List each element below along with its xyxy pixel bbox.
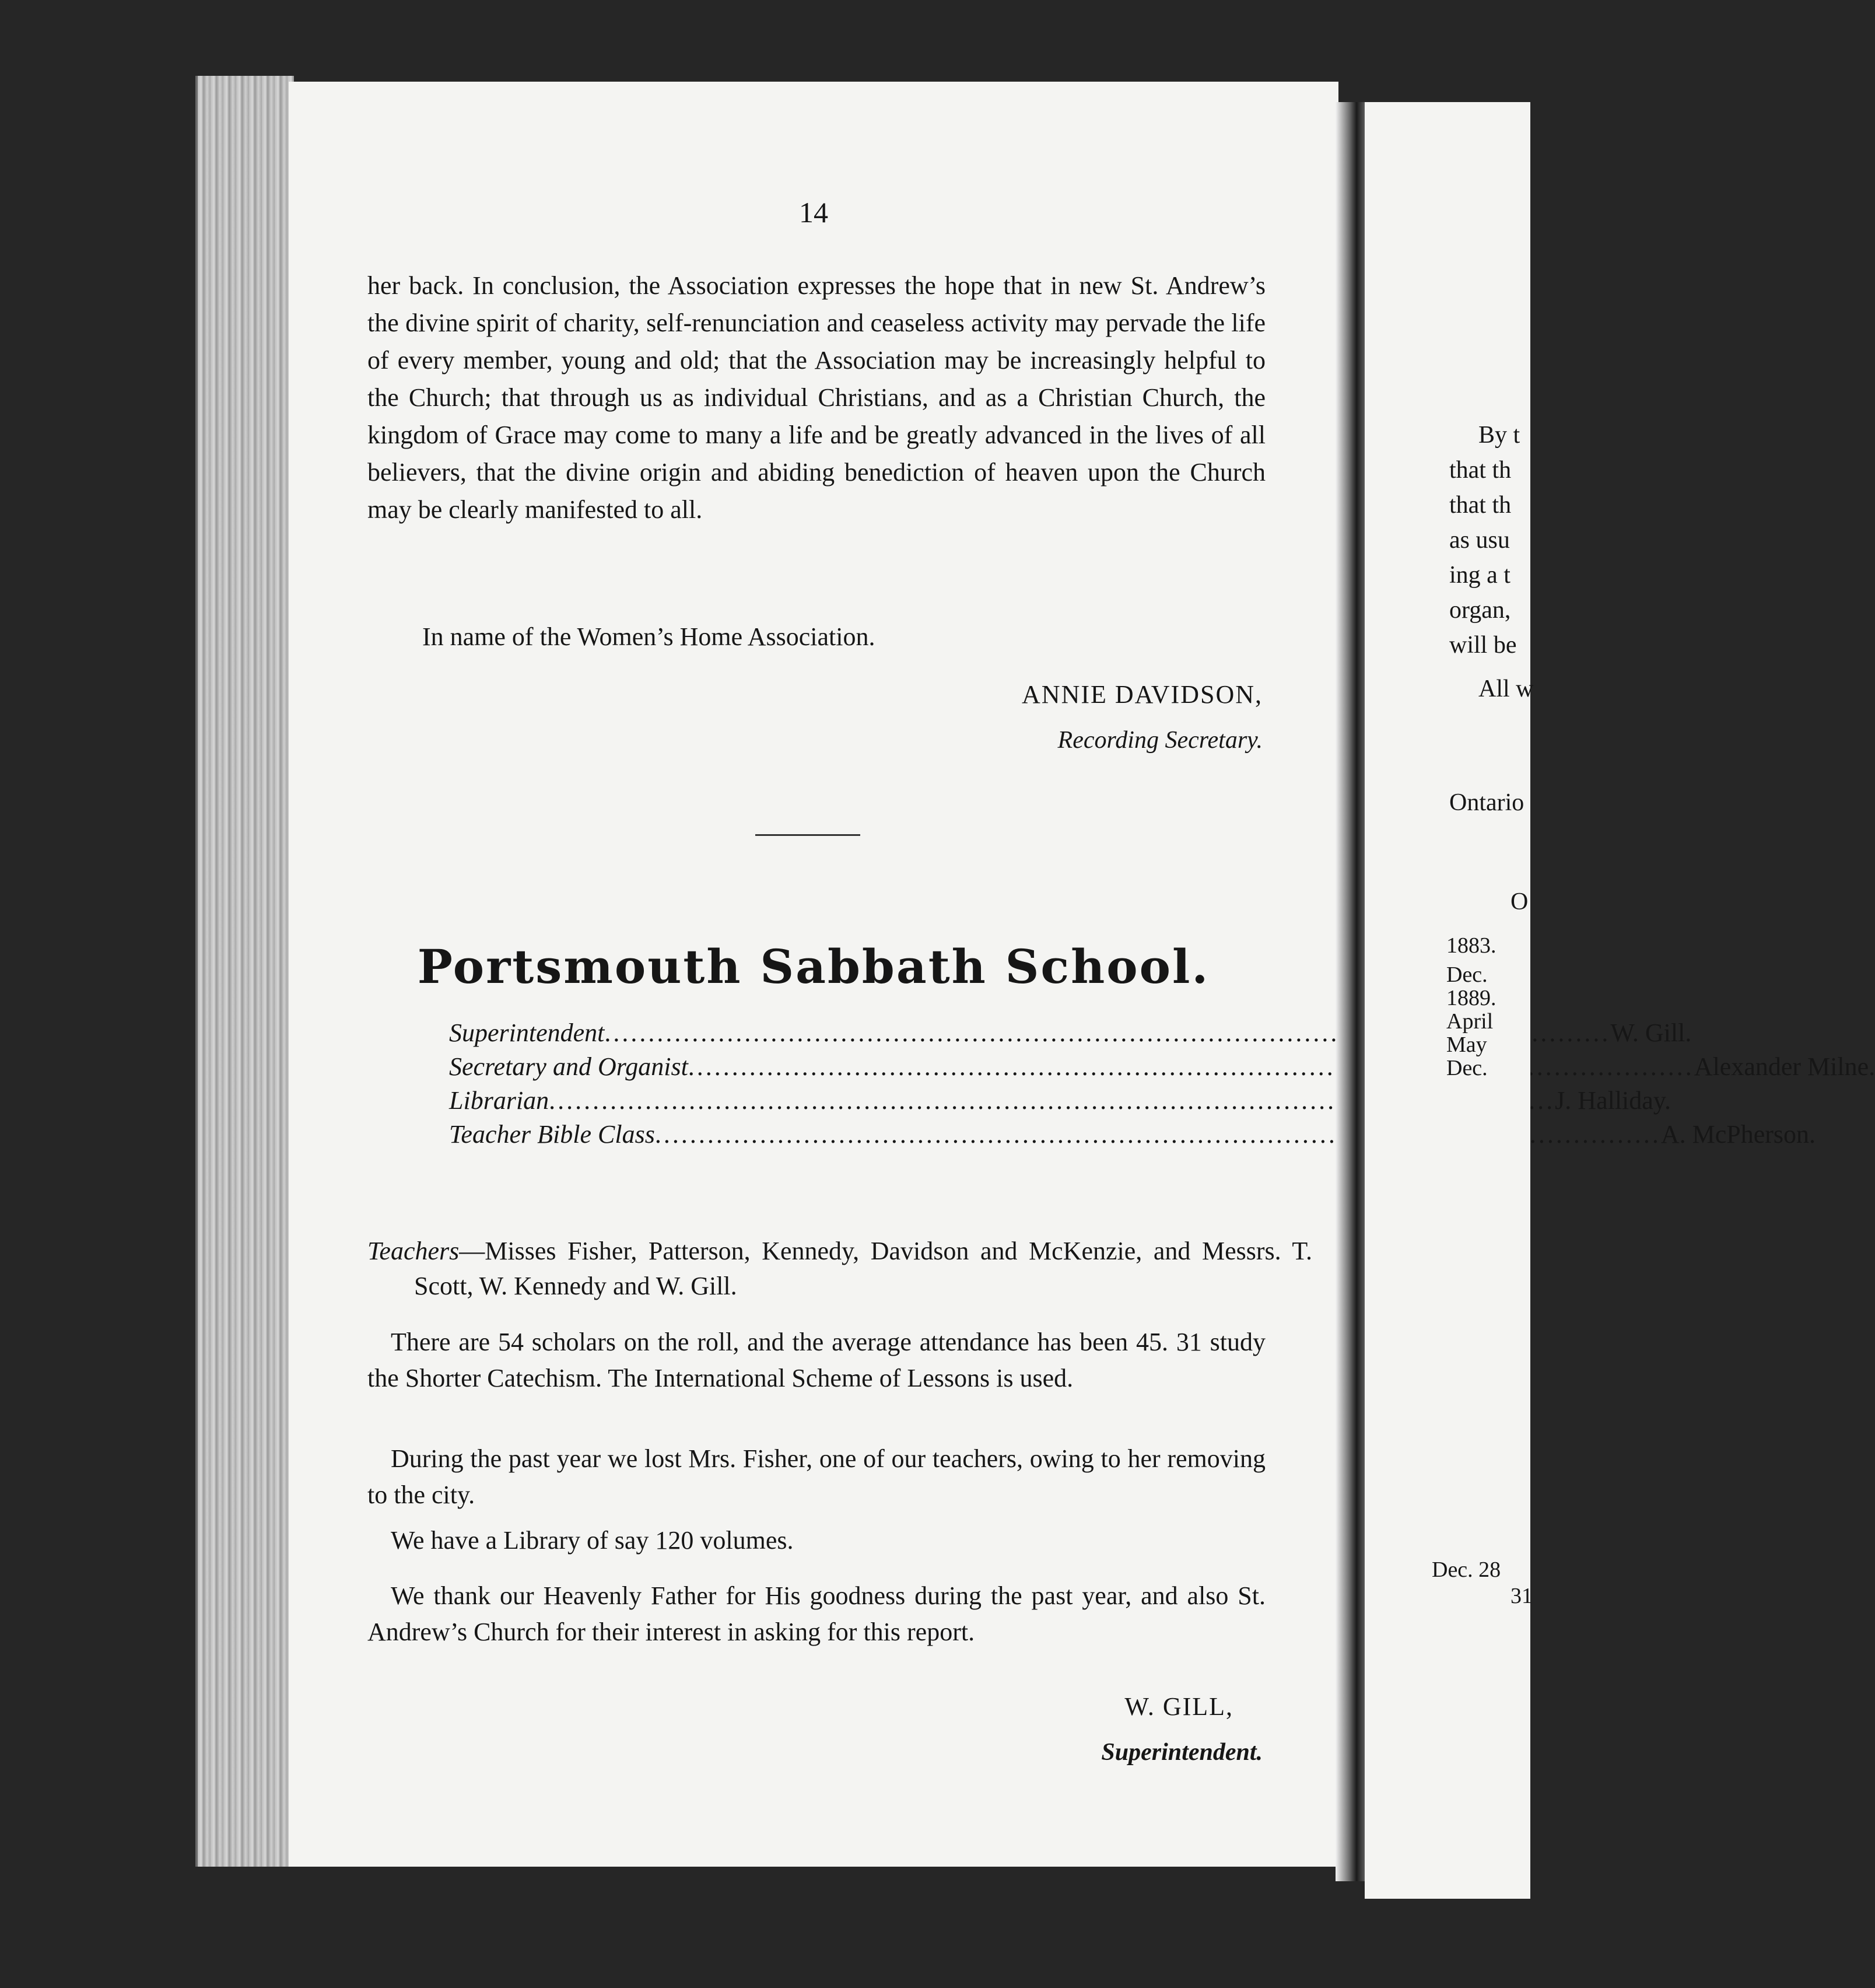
section-heading: Portsmouth Sabbath School. — [417, 939, 1210, 994]
officer-name: J. Halliday. — [1555, 1086, 1671, 1115]
signature-name: ANNIE DAVIDSON, — [1022, 680, 1263, 709]
right-fragment: By t — [1478, 422, 1520, 449]
officer-role: Superintendent — [449, 1019, 605, 1047]
right-fragment: will be — [1449, 632, 1517, 659]
right-fragment: organ, — [1449, 597, 1511, 624]
closing-name: W. GILL, — [1124, 1692, 1233, 1721]
officer-row — [449, 1086, 1671, 1119]
paragraph-scholars: There are 54 scholars on the roll, and the average attendance has been 45. 31 study the Shorter Catechism. The International Scheme of Lessons is used. — [367, 1328, 1266, 1392]
officer-row — [449, 1119, 1816, 1153]
right-fragment: O — [1510, 888, 1529, 915]
right-fragment: as usu — [1449, 527, 1510, 554]
right-fragment: 1889. — [1446, 986, 1497, 1010]
right-fragment: May — [1446, 1032, 1487, 1057]
right-fragment: All w — [1478, 676, 1534, 702]
leader-dots — [688, 1052, 1694, 1082]
signature-line: In name of the Women’s Home Association. — [422, 622, 875, 651]
book-page-edges — [195, 76, 294, 1867]
right-fragment: 1883. — [1446, 933, 1497, 958]
right-fragment: that th — [1449, 492, 1512, 519]
right-page — [1365, 102, 1534, 1899]
closing-title: Superintendent. — [1101, 1739, 1263, 1766]
page-number: 14 — [799, 196, 828, 229]
right-fragment: Dec. — [1446, 963, 1488, 987]
officer-role: Teacher Bible Class — [449, 1120, 655, 1149]
officer-name: Alexander Milne. — [1694, 1052, 1875, 1081]
signature-title: Recording Secretary. — [1057, 727, 1263, 754]
officer-name: A. McPherson. — [1660, 1120, 1816, 1149]
officer-role: Secretary and Organist — [449, 1052, 688, 1081]
paragraph-past-year: During the past year we lost Mrs. Fisher, one of our teachers, owing to her removing to the city. — [367, 1444, 1266, 1509]
teachers-label: Teachers — [367, 1237, 460, 1265]
teachers-text: —Misses Fisher, Patterson, Kennedy, Davidson and McKenzie, and Messrs. T. Scott, W. Kennedy and W. Gill. — [414, 1237, 1312, 1300]
officer-name: W. Gill. — [1610, 1019, 1692, 1047]
opening-paragraph: her back. In conclusion, the Association expresses the hope that in new St. Andrew’s the divine spirit of charity, self-renunciation and ceaseless activity may pervade the life of every member, young and old; that the Association may be increasingly helpful to the Church; that through us as individual Christians, and as a Christian Church, the kingdom of Grace may come to many a life and be greatly advanced in the lives of all believers, that the divine origin and abiding benediction of heaven upon the Church may be clearly manifested to all. — [367, 271, 1266, 524]
officer-role: Librarian — [449, 1086, 549, 1115]
right-fragment: Dec. — [1446, 1056, 1488, 1080]
paragraph-thanks: We thank our Heavenly Father for His goodness during the past year, and also St. Andrew’s Church for their interest in asking for this report. — [367, 1581, 1266, 1646]
right-fragment: that th — [1449, 457, 1512, 484]
section-divider — [755, 834, 860, 836]
teachers-paragraph — [367, 1234, 1312, 1304]
paragraph-library: We have a Library of say 120 volumes. — [391, 1526, 794, 1555]
right-fragment: April — [1446, 1009, 1494, 1034]
right-fragment: Ontario — [1449, 789, 1524, 816]
right-fragment: 31 — [1510, 1584, 1533, 1608]
right-fragment: Dec. 28 — [1432, 1558, 1501, 1582]
right-fragment: ing a t — [1449, 562, 1510, 589]
